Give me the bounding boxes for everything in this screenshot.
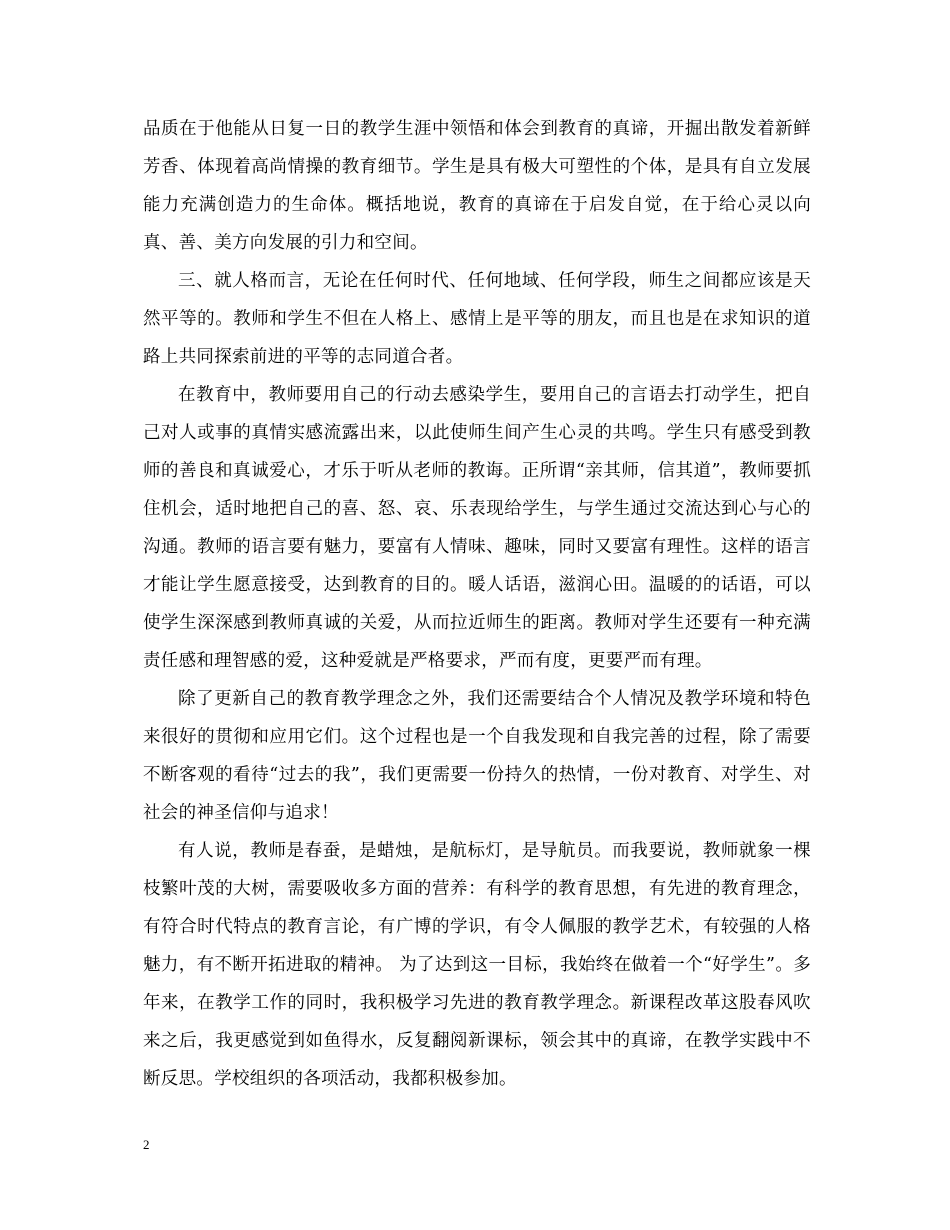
paragraph-1: 品质在于他能从日复一日的教学生涯中领悟和体会到教育的真谛，开掘出散发着新鲜芳香、体现着高尚情操的教育细节。学生是具有极大可塑性的个体，是具有自立发展能力充满创造力的生命体。概括地说，教育的真谛在于启发自觉，在于给心灵以向真、善、美方向发展的引力和空间。: [143, 119, 811, 253]
paragraph-3: 在教育中，教师要用自己的行动去感染学生，要用自己的言语去打动学生，把自己对人或事的真情实感流露出来，以此使师生间产生心灵的共鸣。学生只有感受到教师的善良和真诚爱心，才乐于听从老师的教诲。正所谓“亲其师，信其道”，教师要抓住机会，适时地把自己的喜、怒、哀、乐表现给学生，与学生通过交流达到心与心的沟通。教师的语言要有魅力，要富有人情味、趣味，同时又要富有理性。这样的语言才能让学生愿意接受，达到教育的目的。暖人话语，滋润心田。温暖的的话语，可以使学生深深感到教师真诚的关爱，从而拉近师生的距离。教师对学生还要有一种充满责任感和理智感的爱，这种爱就是严格要求，严而有度，更要严而有理。: [143, 385, 811, 671]
page-number: 2: [143, 1137, 150, 1152]
document-body: [143, 110, 811, 1098]
paragraph-4: 除了更新自己的教育教学理念之外，我们还需要结合个人情况及教学环境和特色来很好的贯彻和应用它们。这个过程也是一个自我发现和自我完善的过程，除了需要不断客观的看待“过去的我”，我们更需要一份持久的热情，一份对教育、对学生、对社会的神圣信仰与追求！: [143, 689, 811, 823]
paragraph-2: 三、就人格而言，无论在任何时代、任何地域、任何学段，师生之间都应该是天然平等的。教师和学生不但在人格上、感情上是平等的朋友，而且也是在求知识的道路上共同探索前进的平等的志同道合者。: [143, 271, 811, 367]
paragraph-5: 有人说，教师是春蚕，是蜡烛，是航标灯，是导航员。而我要说，教师就象一棵枝繁叶茂的大树，需要吸收多方面的营养：有科学的教育思想，有先进的教育理念，有符合时代特点的教育言论，有广博的学识，有令人佩服的教学艺术，有较强的人格魅力，有不断开拓进取的精神。 为了达到这一目标，我始终在做着一个“好学生”。多年来，在教学工作的同时，我积极学习先进的教育教学理念。新课程改革这股春风吹来之后，我更感觉到如鱼得水，反复翻阅新课标，领会其中的真谛，在教学实践中不断反思。学校组织的各项活动，我都积极参加。: [143, 841, 811, 1089]
